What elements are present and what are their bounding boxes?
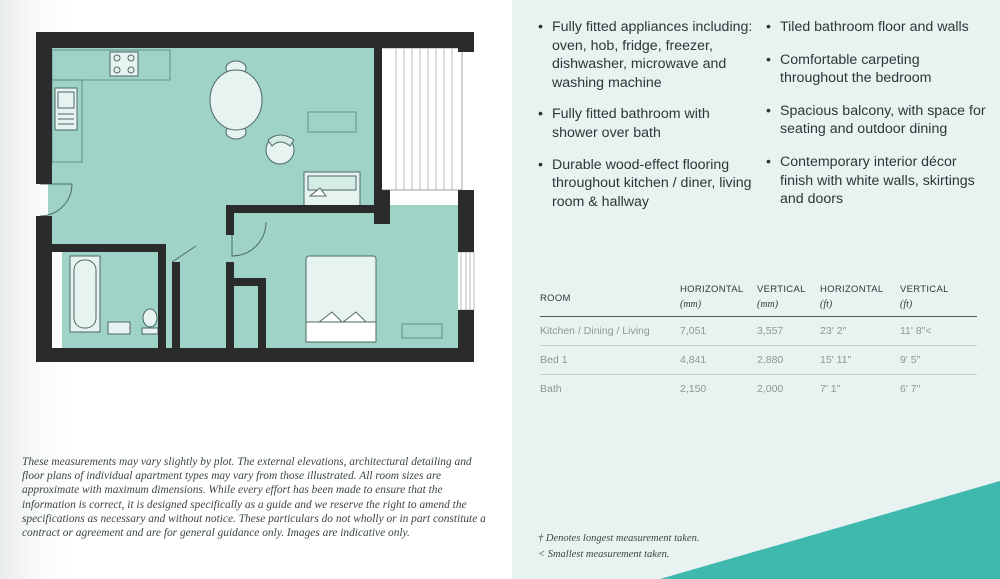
sofa-icon [304,172,360,206]
cell-room: Bath [540,383,562,395]
cell-v-mm: 2,000 [757,383,784,395]
features-column-1 [538,18,753,224]
hob-icon [110,52,138,76]
feature-item: • Contemporary interior décor finish with white walls, skirtings and doors [766,153,988,209]
disclaimer-text: These measurements may vary slightly by plot. The external elevations, architectural detailing and floor plans of individual apartment types may vary from those illustrated. All room sizes are approximate with maximum dimensions. While every effort has been made to ensure that the information is correct, it is designed specifically as a guide and we reserve the right to amend the specifications as necessary and without notice. These particulars do not wholly or in part constitute a contract or agreement and are for general guidance only. Images are indicative only. [22,456,486,540]
column-header: HORIZONTAL (ft) [820,282,900,317]
note-longest: † Denotes longest measurement taken. [538,533,700,544]
column-header-room: ROOM [540,282,680,317]
cell-v-ft: 9' 5" [900,346,977,375]
table-header-row [540,282,977,317]
column-header: VERTICAL (mm) [757,282,820,317]
feature-item: • Tiled bathroom floor and walls [766,18,988,37]
balcony [380,48,462,190]
feature-item: • Fully fitted appliances including: oven, hob, fridge, freezer, dishwasher, microwave and washing machine [538,18,753,92]
cell-v-mm: 3,557 [757,317,820,346]
cell-h-ft: 7' 1" [820,383,841,395]
table-row [540,375,977,404]
sink-icon [55,88,77,130]
feature-item: • Durable wood-effect flooring throughout kitchen / diner, living room & hallway [538,156,753,212]
features-column-2 [766,18,988,223]
cell-h-ft: 23' 2" [820,317,900,346]
basin-icon [108,322,130,334]
cell-room: Kitchen / Dining / Living [540,317,680,346]
column-header: HORIZONTAL (mm) [680,282,757,317]
cell-h-mm: 4,841 [680,346,757,375]
toilet-icon [142,309,158,334]
cell-v-ft: 6' 7" [900,383,921,395]
note-smallest: < Smallest measurement taken. [538,549,670,560]
cell-room: Bed 1 [540,346,680,375]
teal-corner-accent [660,481,1000,579]
cell-v-ft: 11' 8"< [900,317,977,346]
column-header: VERTICAL (ft) [900,282,977,317]
table-row [540,346,977,375]
cell-h-ft: 15' 11" [820,346,900,375]
bathtub-icon [70,256,100,332]
measurement-notes [538,531,699,563]
cell-h-mm: 2,150 [680,383,707,395]
feature-item: • Comfortable carpeting throughout the bedroom [766,51,988,88]
feature-item: • Spacious balcony, with space for seating and outdoor dining [766,102,988,139]
feature-item: • Fully fitted bathroom with shower over bath [538,105,753,142]
room-dimensions-table [540,282,977,403]
window-right [456,252,474,310]
cell-h-mm: 7,051 [680,317,757,346]
floor-plan [0,0,512,370]
table-row [540,317,977,346]
double-bed-icon [306,256,376,342]
armchair-icon [266,135,294,164]
cell-v-mm: 2,880 [757,346,820,375]
